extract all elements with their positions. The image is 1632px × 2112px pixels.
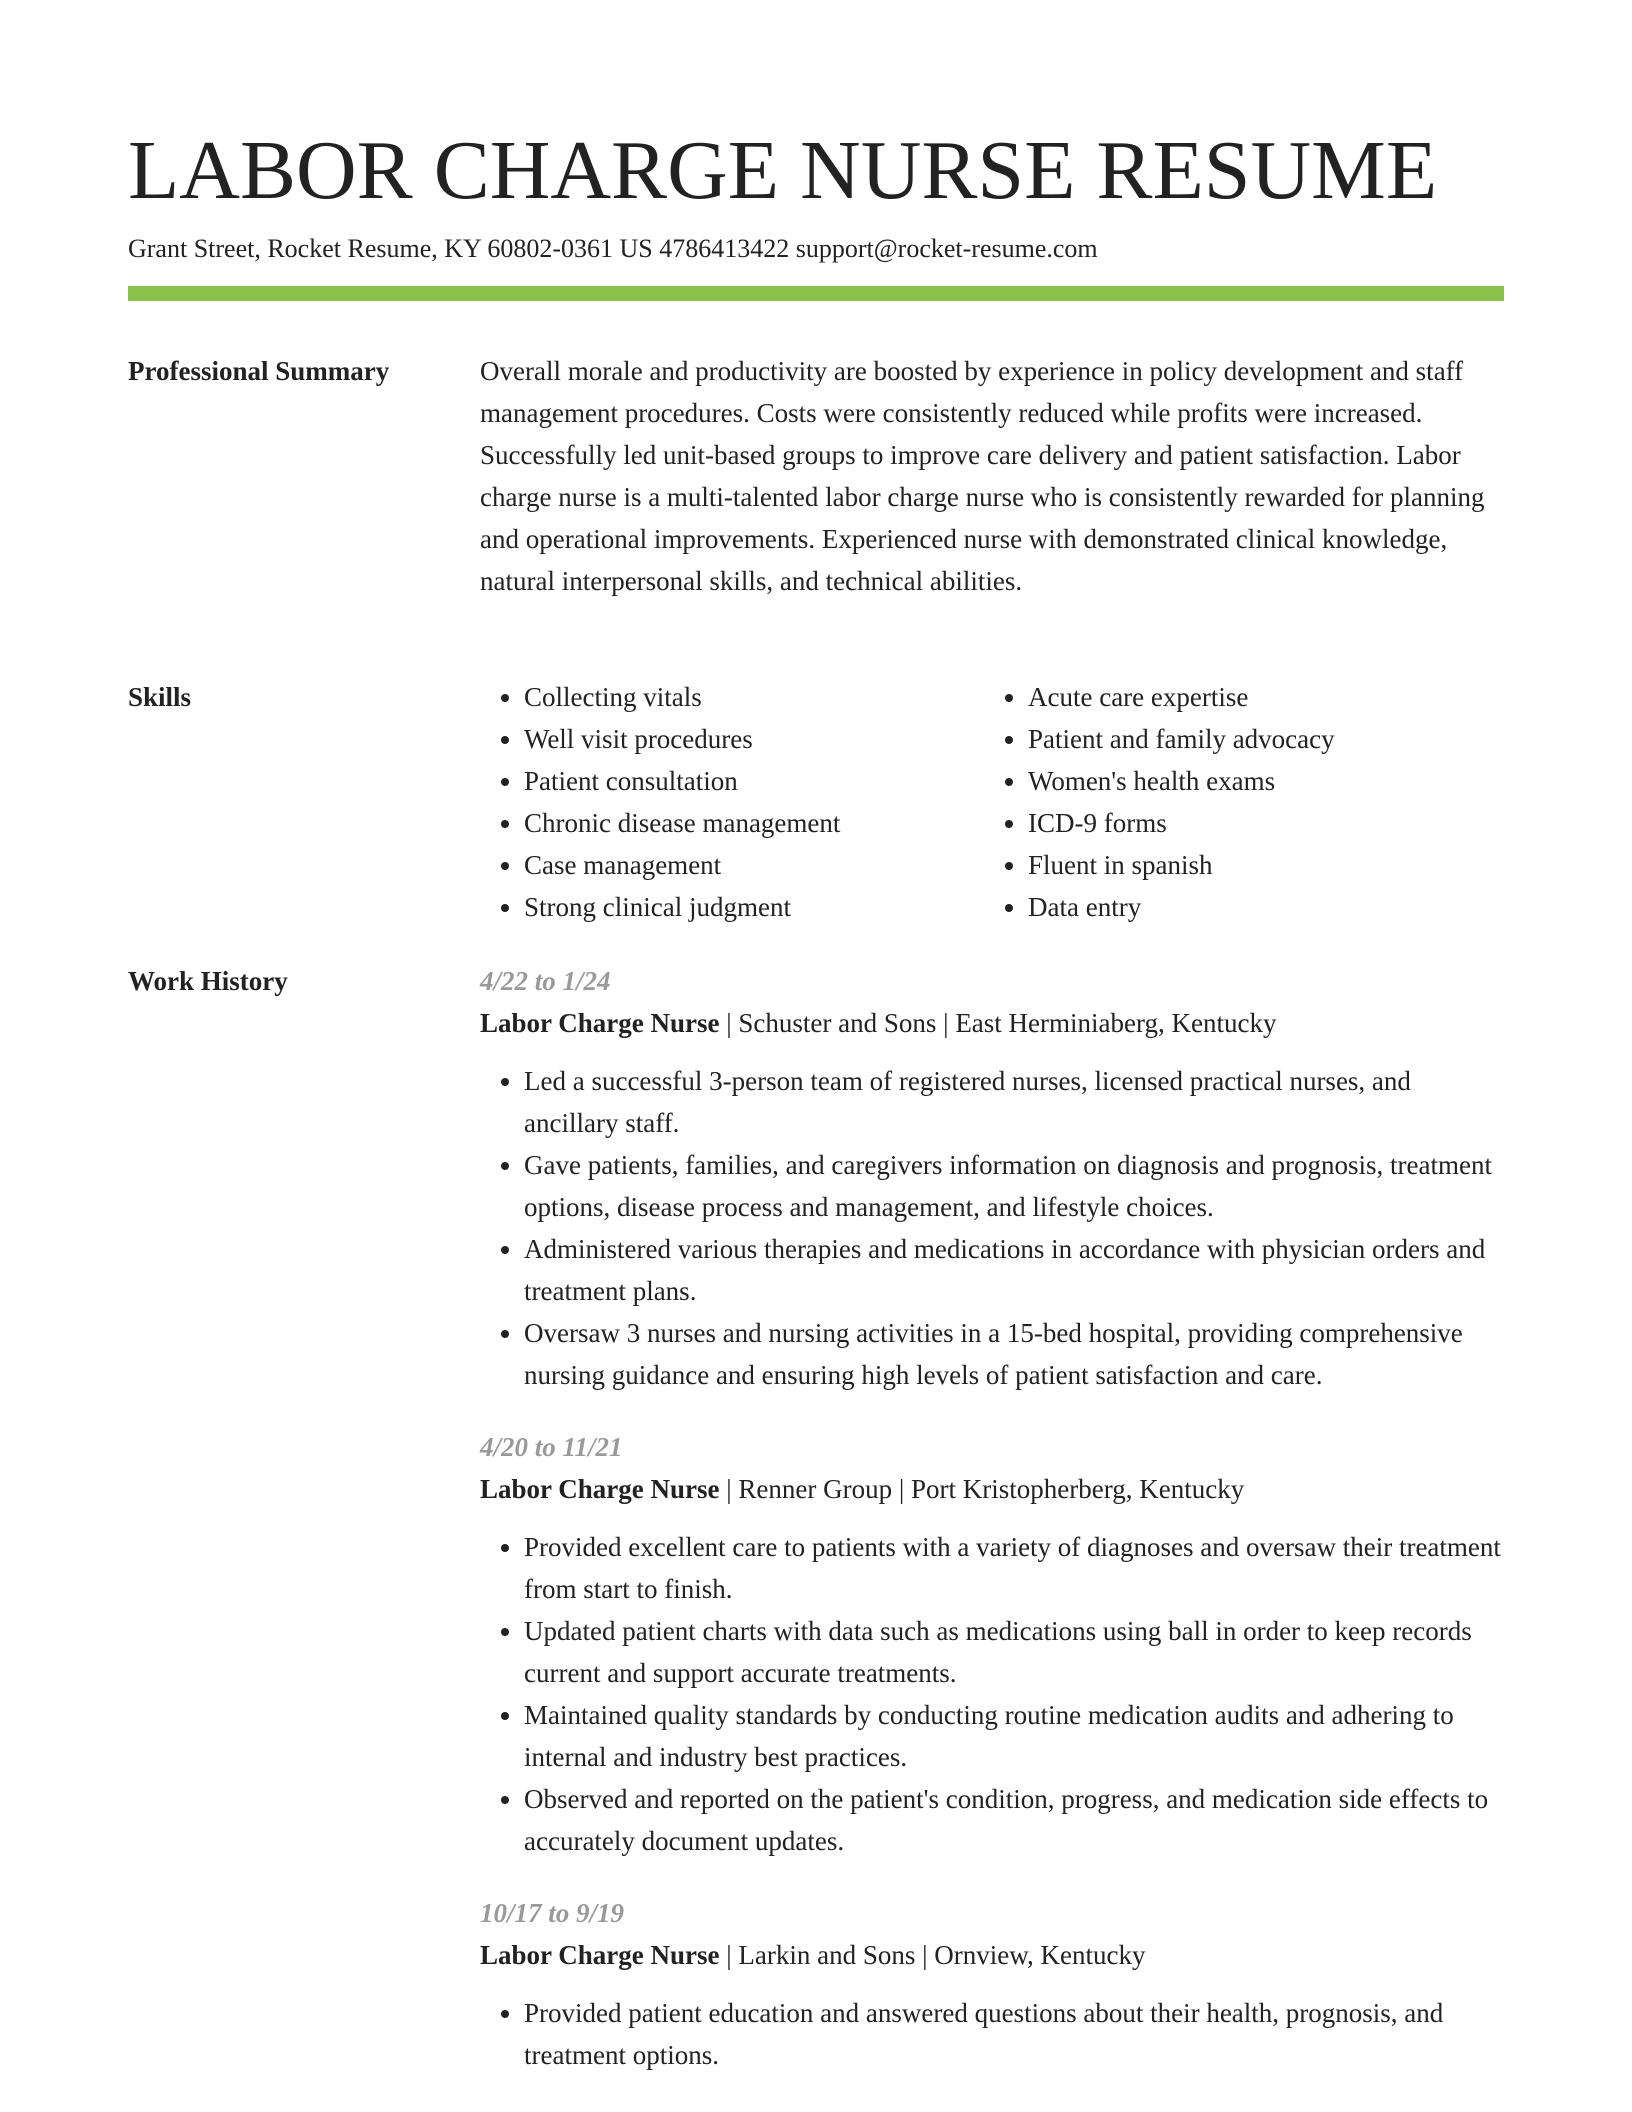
- skill-item: • Case management: [524, 844, 1024, 886]
- accent-divider: [128, 286, 1504, 301]
- job-heading: [480, 1468, 1504, 1510]
- job-bullet-list: [480, 1526, 1504, 1862]
- job-location: East Herminiaberg, Kentucky: [955, 1008, 1277, 1038]
- skill-item: • Fluent in spanish: [1028, 844, 1528, 886]
- job-separator: |: [719, 1940, 739, 1970]
- job-bullet: • Provided excellent care to patients with a variety of diagnoses and oversaw their treatment from start to finish.: [524, 1526, 1504, 1610]
- job-bullet: • Updated patient charts with data such as medications using ball in order to keep records current and support accurate treatments.: [524, 1610, 1504, 1694]
- job-title: Labor Charge Nurse: [480, 1474, 720, 1504]
- job-location: Ornview, Kentucky: [934, 1940, 1146, 1970]
- job-dates: 4/20 to 11/21: [480, 1432, 623, 1462]
- job-separator: |: [915, 1940, 935, 1970]
- skill-item: • Acute care expertise: [1028, 676, 1528, 718]
- summary-text: Overall morale and productivity are boosted by experience in policy development and staff management procedures. Costs were consistently reduced while profits were increased. Successfully led unit-based groups to improve care delivery and patient satisfaction. Labor charge nurse is a multi-talented labor charge nurse who is consistently rewarded for planning and operational improvements. Experienced nurse with demonstrated clinical knowledge, natural interpersonal skills, and technical abilities.: [480, 356, 1485, 596]
- job-company: Larkin and Sons: [738, 1940, 916, 1970]
- job-entry: [480, 1892, 1504, 2076]
- job-bullet: • Oversaw 3 nurses and nursing activities in a 15-bed hospital, providing comprehensive nursing guidance and ensuring high levels of patient satisfaction and care.: [524, 1312, 1504, 1396]
- job-bullet: • Administered various therapies and medications in accordance with physician orders and treatment plans.: [524, 1228, 1504, 1312]
- job-title: Labor Charge Nurse: [480, 1008, 720, 1038]
- job-entry: [480, 1426, 1504, 1862]
- skill-item: • Collecting vitals: [524, 676, 1024, 718]
- job-bullet-list: [480, 1992, 1504, 2076]
- contact-line: Grant Street, Rocket Resume, KY 60802-0361 US 4786413422 support@rocket-resume.com: [128, 234, 1098, 263]
- job-location: Port Kristopherberg, Kentucky: [911, 1474, 1245, 1504]
- job-bullet: • Gave patients, families, and caregivers information on diagnosis and prognosis, treatment options, disease process and management, and lifestyle choices.: [524, 1144, 1504, 1228]
- job-title: Labor Charge Nurse: [480, 1940, 720, 1970]
- resume-title: LABOR CHARGE NURSE RESUME: [128, 124, 1438, 217]
- job-heading: [480, 1934, 1504, 1976]
- job-bullet: • Led a successful 3-person team of registered nurses, licensed practical nurses, and ancillary staff.: [524, 1060, 1504, 1144]
- skill-item: • Women's health exams: [1028, 760, 1528, 802]
- skill-item: • Chronic disease management: [524, 802, 1024, 844]
- job-company: Schuster and Sons: [738, 1008, 937, 1038]
- job-dates: 4/22 to 1/24: [480, 966, 611, 996]
- job-company: Renner Group: [738, 1474, 893, 1504]
- job-entry: [480, 960, 1504, 1396]
- work-history-body: [480, 960, 1504, 2076]
- skill-item: • Strong clinical judgment: [524, 886, 1024, 928]
- job-bullet: • Maintained quality standards by conducting routine medication audits and adhering to internal and industry best practices.: [524, 1694, 1504, 1778]
- job-separator: |: [719, 1474, 739, 1504]
- job-bullet-list: [480, 1060, 1504, 1396]
- job-separator: |: [936, 1008, 956, 1038]
- summary-body: [480, 350, 1504, 602]
- job-dates: 10/17 to 9/19: [480, 1898, 625, 1928]
- skill-item: • Patient consultation: [524, 760, 1024, 802]
- job-heading: [480, 1002, 1504, 1044]
- skill-item: • Data entry: [1028, 886, 1528, 928]
- skill-item: • Well visit procedures: [524, 718, 1024, 760]
- job-bullet: • Observed and reported on the patient's condition, progress, and medication side effects to accurately document updates.: [524, 1778, 1504, 1862]
- skill-item: • Patient and family advocacy: [1028, 718, 1528, 760]
- job-separator: |: [719, 1008, 739, 1038]
- job-bullet: • Provided patient education and answered questions about their health, prognosis, and treatment options.: [524, 1992, 1504, 2076]
- skills-list-right: [984, 676, 1528, 928]
- summary-heading: Professional Summary: [128, 356, 390, 386]
- skills-list-left: [480, 676, 1024, 928]
- skills-heading: Skills: [128, 682, 192, 712]
- work-history-heading: Work History: [128, 966, 288, 996]
- skill-item: • ICD-9 forms: [1028, 802, 1528, 844]
- job-separator: |: [892, 1474, 912, 1504]
